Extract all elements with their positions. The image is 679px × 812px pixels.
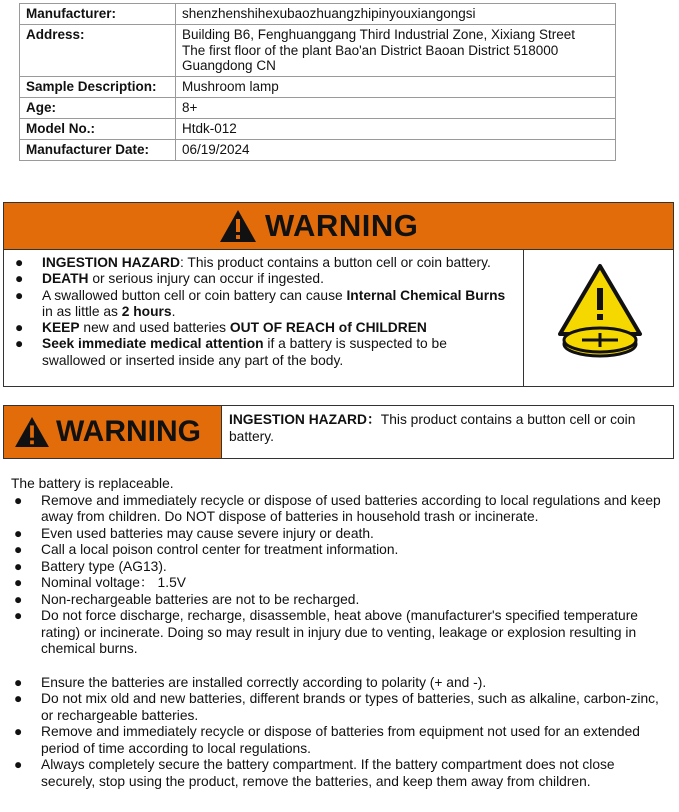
bullet-icon: ●	[14, 575, 23, 590]
info-row	[20, 139, 616, 160]
list-item	[11, 559, 671, 576]
battery-hazard-icon	[524, 250, 674, 386]
list-item	[11, 608, 671, 658]
bullet-text: Battery type (AG13).	[41, 558, 167, 574]
bullet-icon: ●	[14, 757, 23, 772]
bullet-icon: ●	[14, 724, 23, 739]
emphasis-text: OUT OF REACH of CHILDREN	[229, 320, 427, 336]
info-row	[20, 4, 616, 25]
bullet-text: : This product contains a button cell or coin battery.	[179, 255, 491, 270]
bullet-icon: ●	[15, 336, 24, 352]
bullet-icon: ●	[15, 271, 24, 287]
battery-instructions	[11, 476, 671, 790]
info-row	[20, 97, 616, 118]
emphasis-text: 2 hours	[121, 303, 172, 319]
emphasis-text: INGESTION HAZARD	[42, 255, 180, 270]
emphasis-text: DEATH	[42, 271, 89, 287]
battery-list-b	[11, 675, 671, 791]
bullet-text: Ensure the batteries are installed correctly according to polarity (+ and -).	[41, 674, 487, 690]
list-item	[12, 255, 512, 271]
bullet-icon: ●	[14, 492, 23, 508]
bullet-text: Nominal voltage： 1.5V	[41, 575, 186, 590]
bullet-icon: ●	[15, 287, 24, 303]
bullet-icon: ●	[14, 691, 23, 706]
warning-box-ingestion	[3, 202, 674, 387]
info-label: Address:	[20, 25, 176, 77]
warning-triangle-icon	[14, 416, 50, 448]
button-cell-hazard-sign	[523, 250, 674, 386]
info-label: Age:	[20, 97, 176, 118]
emphasis-text: KEEP	[42, 320, 80, 336]
hazard-text: This product contains a button cell or coin battery.	[229, 412, 636, 444]
info-value: Htdk-012	[176, 118, 616, 139]
bullet-text: Remove and immediately recycle or dispose of batteries from equipment not used for an extended period of time according to local regulations.	[41, 724, 640, 756]
bullet-text: Non-rechargeable batteries are not to be recharged.	[41, 591, 360, 607]
warning-banner-label	[4, 406, 222, 458]
bullet-text: Even used batteries may cause severe injury or death.	[41, 525, 374, 541]
battery-intro: The battery is replaceable.	[11, 476, 174, 491]
list-item	[11, 526, 671, 543]
bullet-text: new and used batteries	[79, 320, 230, 336]
list-item	[11, 724, 671, 757]
list-item	[11, 575, 671, 592]
bullet-text: if a battery is suspected to be swallowed or inserted inside any part of the body.	[42, 336, 447, 368]
bullet-icon: ●	[15, 255, 24, 270]
warning-banner-small	[3, 405, 674, 459]
product-info-table	[19, 3, 616, 161]
list-item	[11, 757, 671, 790]
info-label: Manufacturer Date:	[20, 139, 176, 160]
bullet-text: Remove and immediately recycle or dispose of used batteries according to local regulations and keep away from children. Do NOT dispose of batteries in household trash or incinerate.	[41, 492, 661, 524]
info-value: 8+	[176, 97, 616, 118]
info-label: Model No.:	[20, 118, 176, 139]
bullet-icon: ●	[14, 608, 23, 623]
bullet-icon: ●	[15, 320, 24, 336]
list-item	[12, 320, 512, 336]
list-item	[11, 592, 671, 609]
bullet-icon: ●	[14, 542, 23, 557]
list-item	[11, 675, 671, 692]
bullet-text: Do not force discharge, recharge, disassemble, heat above (manufacturer's specified temperature rating) or incinerate. Doing so may result in injury due to venting, leakage or explosion resulting in chemical burns.	[41, 608, 638, 656]
info-row	[20, 76, 616, 97]
info-value: Building B6, Fenghuanggang Third Industrial Zone, Xixiang Street The first floor of the plant Bao'an District Baoan District 518000 Guangdong CN	[176, 25, 616, 77]
bullet-text: Call a local poison control center for treatment information.	[41, 542, 399, 557]
info-row	[20, 118, 616, 139]
info-value: shenzhenshihexubaozhuangzhipinyouxiangongsi	[176, 4, 616, 25]
info-value: Mushroom lamp	[176, 76, 616, 97]
list-item	[12, 271, 512, 287]
warning-banner-text	[229, 411, 669, 445]
list-item	[12, 336, 512, 369]
info-value: 06/19/2024	[176, 139, 616, 160]
bullet-text: A swallowed button cell or coin battery can cause	[42, 287, 347, 303]
battery-list-a	[11, 493, 671, 658]
warning-title: WARNING	[265, 208, 419, 243]
warning-header	[4, 203, 673, 250]
bullet-text: Always completely secure the battery compartment. If the battery compartment does not close securely, stop using the product, remove the batteries, and keep them away from children.	[41, 757, 615, 789]
info-label: Sample Description:	[20, 76, 176, 97]
bullet-text: or serious injury can occur if ingested.	[88, 271, 324, 287]
bullet-icon: ●	[14, 674, 23, 690]
bullet-icon: ●	[14, 525, 23, 541]
emphasis-text: Seek immediate medical attention	[42, 336, 264, 352]
warning-title: WARNING	[56, 415, 201, 448]
info-label: Manufacturer:	[20, 4, 176, 25]
bullet-text: in as little as	[42, 303, 122, 319]
bullet-text: Do not mix old and new batteries, different brands or types of batteries, such as alkaline, carbon-zinc, or rechargeable batteries.	[41, 691, 659, 723]
bullet-icon: ●	[14, 591, 23, 607]
list-item	[12, 288, 512, 321]
list-item	[11, 691, 671, 724]
info-row	[20, 25, 616, 77]
hazard-label: INGESTION HAZARD：	[229, 412, 381, 427]
list-item	[11, 493, 671, 526]
warning-bullet-list	[12, 255, 512, 369]
bullet-text: .	[171, 303, 176, 319]
bullet-icon: ●	[14, 558, 23, 574]
warning-triangle-icon	[219, 209, 257, 243]
emphasis-text: Internal Chemical Burns	[346, 287, 506, 303]
list-item	[11, 542, 671, 559]
